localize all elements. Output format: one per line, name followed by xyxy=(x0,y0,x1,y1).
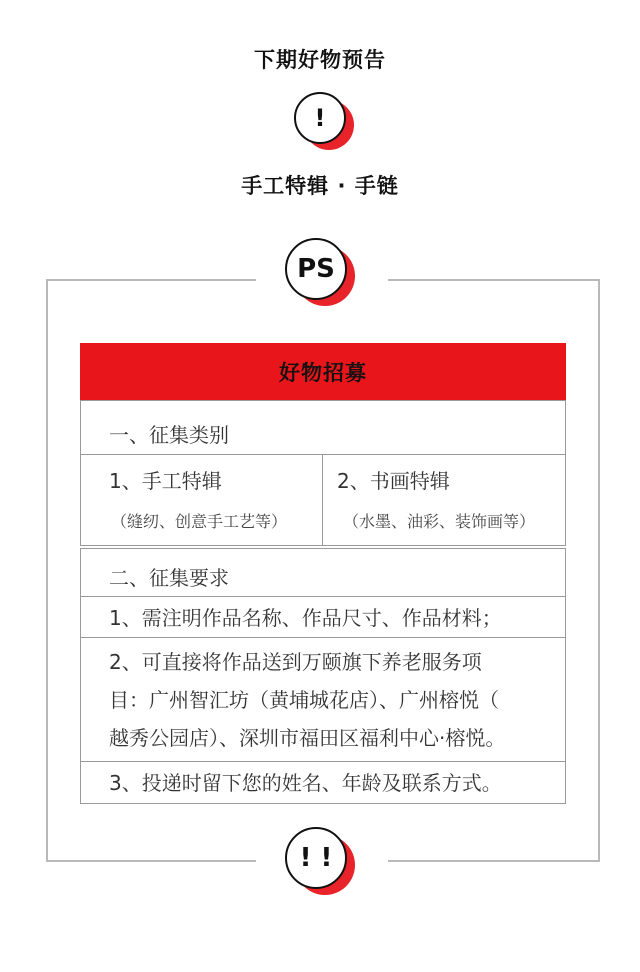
ps-icon: PS xyxy=(285,238,347,300)
requirement2-line3: 越秀公园店）、深圳市福田区福利中心·榕悦。 xyxy=(109,726,506,750)
frame-top-right xyxy=(388,279,600,281)
requirement3-row xyxy=(80,762,566,804)
requirement1: 1、需注明作品名称、作品尺寸、作品材料； xyxy=(109,606,502,630)
category1-label: 1、手工特辑 xyxy=(109,469,222,493)
requirement2-line2: 目：广州智汇坊（黄埔城花店）、广州榕悦（ xyxy=(109,688,499,712)
frame-right xyxy=(598,279,600,861)
category2-note: （水墨、油彩、装饰画等） xyxy=(343,512,536,531)
section1-title-row xyxy=(80,400,566,455)
frame-top-left xyxy=(46,279,256,281)
section2-title-row xyxy=(80,548,566,597)
category1-note: （缝纫、创意手工艺等） xyxy=(111,512,288,531)
category-divider xyxy=(322,455,323,545)
category-row xyxy=(80,455,566,546)
frame-left xyxy=(46,279,48,861)
requirement1-row xyxy=(80,597,566,638)
ps-badge xyxy=(285,238,337,290)
page-title: 下期好物预告 xyxy=(254,48,386,72)
requirement3: 3、投递时留下您的姓名、年龄及联系方式。 xyxy=(109,771,502,795)
double-exclamation-badge xyxy=(285,827,337,879)
section2-title: 二、征集要求 xyxy=(109,566,229,590)
frame-bottom-right xyxy=(388,860,600,862)
exclamation-badge xyxy=(294,92,346,144)
exclamation-icon: ! xyxy=(294,92,346,144)
double-exclamation-icon: ! ! xyxy=(285,827,347,889)
section1-title: 一、征集类别 xyxy=(109,423,229,447)
page-subtitle: 手工特辑 · 手链 xyxy=(241,174,399,198)
requirement2-row xyxy=(80,638,566,762)
frame-bottom-left xyxy=(46,860,256,862)
recruit-banner: 好物招募 xyxy=(80,343,566,400)
category2-label: 2、书画特辑 xyxy=(337,469,450,493)
requirement2-line1: 2、可直接将作品送到万颐旗下养老服务项 xyxy=(109,650,482,674)
